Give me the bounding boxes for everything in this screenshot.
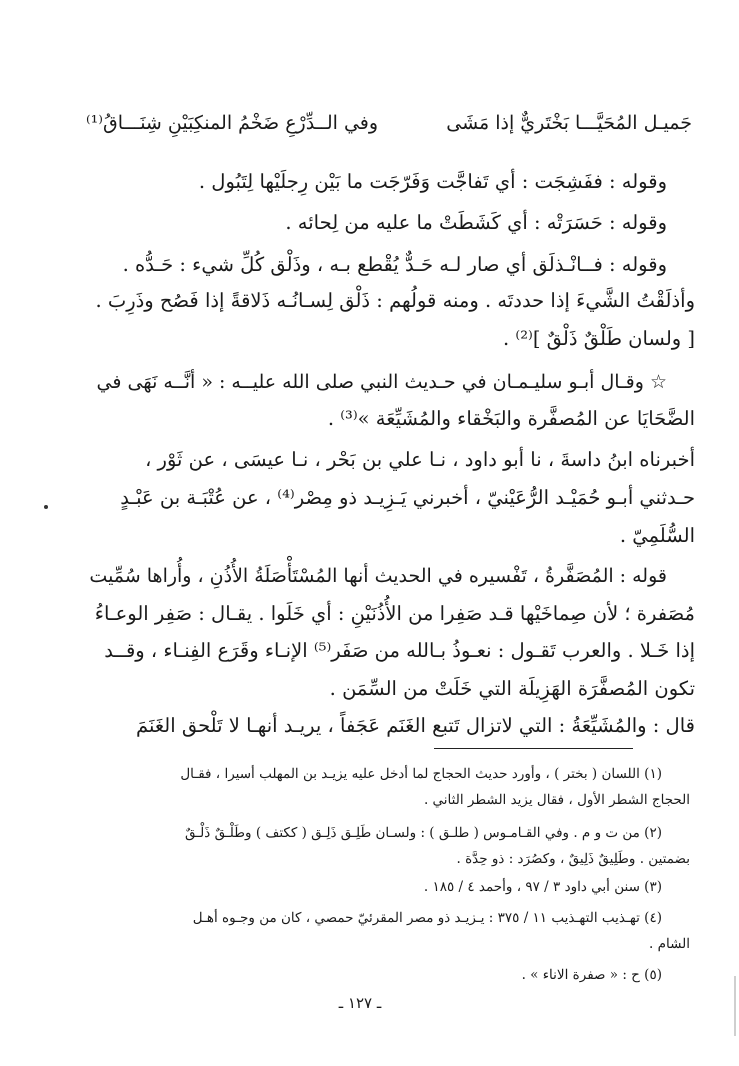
page-number: ـ ١٢٧ ـ [338,994,382,1012]
body-line: أخبرناه ابنُ داسةَ ، نا أبو داود ، نـا علي بن بَحْر ، نـا عيسَى ، عن ثَوْر ، [145,448,695,471]
body-line: [ ولسان طَلْقٌ ذَلْقٌ ]⁽²⁾ . [503,327,695,350]
footnote-line: الحجاج الشطر الأول ، فقال يزيد الشطر الثاني . [423,792,690,808]
footnote-line: (٤) تهـذيب التهـذيب ١١ / ٣٧٥ : يـزيـد ذو مصر المقرئيّ حمصي ، كان من وجـوه أهـل [192,910,662,926]
body-line: قوله : المُصَفَّرةُ ، تَفْسيره في الحديث أنها المُسْتَأْصَلَةُ الأُذُنِ ، وأُراها سُمِّيت [89,565,667,587]
margin-dot [44,505,48,509]
footnote-line: (١) اللسان ( بختر ) ، وأورد حديث الحجاج لما أدخل عليه يزيـد بن المهلب أسيرا ، فقـال [180,766,662,782]
body-line: تكون المُصفَّرَة الهَزِيلَة التي خَلَتْ من السِّمَن . [329,677,695,700]
footnote-line: الشام . [649,936,690,952]
body-line: وقوله : حَسَرَتْه : أي كَشَطَتْ ما عليه من لِحائه . [285,211,667,234]
verse-first-hemistich: جَميـل المُحَيَّـــا بَخْتَريٌّ إذا مَشَى [446,112,692,134]
footnote-line: (٣) سنن أبي داود ٣ / ٩٧ ، وأحمد ٤ / ١٨٥ . [423,879,662,895]
body-line: إذا خَـلا . والعرب تَقـول : نعـوذُ بـالله من صَفَر⁽⁵⁾ الإنـاء وقَرَع الفِنـاء ، وقــد [104,639,695,662]
footnote-line: (٢) من ت و م . وفي القـامـوس ( طلـق ) : ولسـان طَلِـق ذَلِـق ( ككتف ) وطَلْـقٌ ذَلْـقٌ [184,825,662,841]
body-line: قال : والمُشَيِّعَةُ : التي لاتزال تَتبع الغَنَم عَجَفاً ، يريـد أنهـا لا تَلْحق الغَنَمَ [136,714,695,737]
footnote-line: (٥) ح : « صفرة الاناء » . [521,967,662,983]
footnote-line: بضمتين . وطَلِيقٌ ذَلِيقٌ ، وكصُرَد : ذو حِدَّة . [456,851,690,867]
scan-edge-mark [734,976,736,1036]
body-line: وأذلَقْتُ الشَّيءَ إذا حددتَه . ومنه قولُهم : ذَلْق لِسـانُـه ذَلاقةً إذا فَصُح وذَرِبَ . [95,289,695,312]
body-line: السُّلَمِيّ . [619,524,695,547]
body-line: وقوله : فــانْـذلَق أي صار لـه حَـدٌّ يُقْطع بـه ، وذَلْق كُلِّ شيء : حَـدُّه . [122,253,667,276]
verse-second-hemistich: وفي الــدِّرْعِ ضَخْمُ المنكِبَيْنِ شِنَـــاقُ⁽¹⁾ [86,112,379,134]
body-line: مُصَفرة ؛ لأن صِماخَيْها قـد صَفِرا من الأُذُنَيْنِ : أي خَلَوا . يقـال : صَفِر الوعـاءُ [94,602,695,625]
body-line: وقوله : ففَشِجَت : أي تَفاجَّت وَفَرّجَت ما بَيْن رِجلَيْها لِتَبُول . [198,170,667,193]
body-line: ☆ وقـال أبـو سليـمـان في حـديث النبي صلى الله عليــه : « أنَّــه نَهَى في [96,371,667,393]
body-line: حـدثني أبـو حُمَيْـد الرُّعَيْنيّ ، أخبرني يَـزِيـد ذو مِصْر⁽⁴⁾ ، عن عُتْبَـة بن عَبْـدٍ [120,486,695,509]
footnote-separator [434,748,633,749]
body-line: الضَّحَايَا عن المُصفَّرة والبَخْقاء والمُشَيِّعَة »⁽³⁾ . [327,407,695,430]
poem-verse [86,112,692,134]
